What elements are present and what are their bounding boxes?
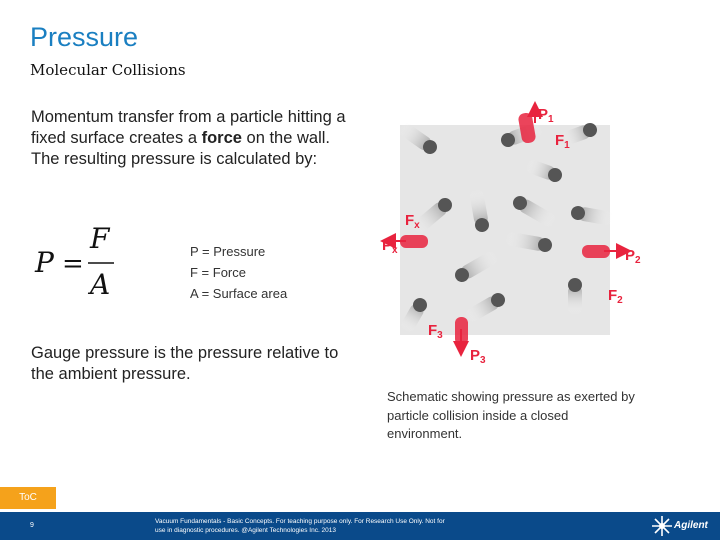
impact-bottom [455, 317, 468, 353]
label-fx: $F_x$ [405, 212, 420, 231]
intro-text-2: on the wall. The resulting pressure is calculated by: [31, 129, 331, 168]
footer-disclaimer: Vacuum Fundamentals - Basic Concepts. For teaching purpose only. For Research Use Only. Not for use in diagnostic procedures. @Agilent Technologies Inc. 2013 [155, 518, 445, 534]
label-f3: $F_3$ [428, 322, 443, 341]
slide-title: Pressure [30, 22, 139, 52]
formula-legend [190, 241, 287, 304]
intro-paragraph [31, 107, 351, 170]
label-px: $P_x$ [382, 237, 398, 256]
toc-button[interactable]: ToC [0, 487, 56, 509]
label-f2: $F_2$ [608, 287, 623, 306]
intro-bold-word: force [201, 129, 242, 147]
formula-denominator: A [90, 268, 111, 301]
formula-lhs: P [35, 246, 54, 279]
label-p1: $P_1$ [538, 106, 554, 125]
label-p3: $P_3$ [470, 347, 486, 366]
intro-text-1: Momentum transfer from a particle hitting a fixed surface creates a [31, 108, 346, 147]
slide-subtitle: Molecular Collisions [30, 61, 186, 79]
impact-right [582, 245, 628, 258]
formula-numerator: F [90, 222, 110, 255]
page-number: 9 [30, 522, 34, 529]
legend-force: F = Force [190, 265, 246, 280]
collision-diagram [360, 95, 650, 375]
pressure-formula [30, 222, 150, 302]
legend-pressure: P = Pressure [190, 244, 266, 259]
formula-equals: = [62, 249, 84, 279]
legend-area: A = Surface area [190, 286, 288, 301]
label-f1: $F_1$ [555, 132, 570, 151]
particle [568, 278, 582, 315]
gauge-paragraph: Gauge pressure is the pressure relative to the ambient pressure. [31, 344, 339, 383]
label-p2: $P_2$ [625, 247, 641, 266]
brand-name: Agilent [674, 520, 708, 531]
diagram-caption: Schematic showing pressure as exerted by particle collision inside a closed environment. [387, 389, 635, 441]
